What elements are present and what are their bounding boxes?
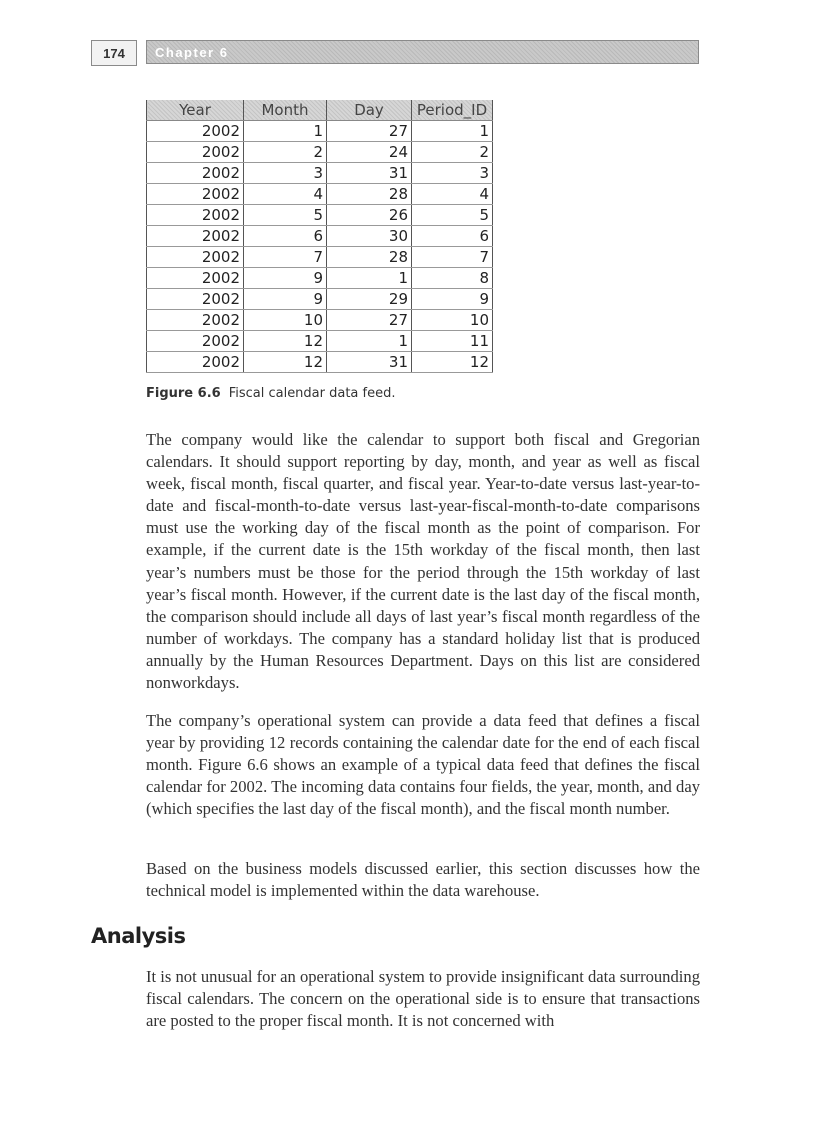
cell-period-id: 1 [412,121,493,142]
cell-day: 28 [327,184,412,205]
cell-period-id: 11 [412,331,493,352]
cell-year: 2002 [147,226,244,247]
cell-day: 31 [327,163,412,184]
cell-year: 2002 [147,163,244,184]
cell-period-id: 10 [412,310,493,331]
column-header-month: Month [244,100,327,121]
cell-period-id: 12 [412,352,493,373]
cell-day: 31 [327,352,412,373]
cell-year: 2002 [147,289,244,310]
cell-day: 26 [327,205,412,226]
table-row [147,205,493,226]
figure-label: Figure 6.6 [146,386,221,401]
cell-month: 1 [244,121,327,142]
cell-year: 2002 [147,121,244,142]
cell-day: 28 [327,247,412,268]
cell-month: 6 [244,226,327,247]
fiscal-feed-figure [146,100,493,373]
cell-month: 4 [244,184,327,205]
cell-day: 1 [327,331,412,352]
cell-day: 24 [327,142,412,163]
table-row [147,289,493,310]
cell-month: 10 [244,310,327,331]
fiscal-feed-table [146,100,493,373]
table-header-row [147,100,493,121]
column-header-year: Year [147,100,244,121]
section-heading: Analysis [91,924,186,948]
table-row [147,163,493,184]
cell-month: 9 [244,268,327,289]
cell-day: 1 [327,268,412,289]
table-row [147,247,493,268]
cell-year: 2002 [147,247,244,268]
cell-period-id: 6 [412,226,493,247]
table-row [147,310,493,331]
cell-year: 2002 [147,184,244,205]
cell-month: 9 [244,289,327,310]
cell-year: 2002 [147,331,244,352]
cell-period-id: 9 [412,289,493,310]
cell-year: 2002 [147,352,244,373]
body-paragraph: It is not unusual for an operational system to provide insignificant data surrounding fiscal calendars. The concern on the operational side is to ensure that transactions are posted to the proper fiscal month. It is not concerned with [146,967,700,1031]
running-header [91,40,700,66]
cell-month: 5 [244,205,327,226]
chapter-label: Chapter 6 [146,40,699,64]
cell-month: 3 [244,163,327,184]
page-number: 174 [91,40,137,66]
cell-period-id: 8 [412,268,493,289]
body-paragraph: The company’s operational system can provide a data feed that defines a fiscal year by providing 12 records containing the calendar date for the end of each fiscal month. Figure 6.6 shows an example of a typical data feed that defines the fiscal calendar for 2002. The incoming data contains four fields, the year, month, and day (which specifies the last day of the fiscal month), and the fiscal month number. [146,711,700,819]
figure-caption-text: Fiscal calendar data feed. [228,386,396,401]
cell-day: 29 [327,289,412,310]
table-row [147,268,493,289]
table-row [147,331,493,352]
cell-period-id: 4 [412,184,493,205]
body-paragraph: Based on the business models discussed earlier, this section discusses how the technical model is implemented within the data warehouse. [146,859,700,901]
figure-caption [146,386,396,401]
cell-period-id: 2 [412,142,493,163]
table-row [147,226,493,247]
column-header-day: Day [327,100,412,121]
table-row [147,352,493,373]
cell-month: 12 [244,352,327,373]
cell-period-id: 3 [412,163,493,184]
cell-day: 27 [327,310,412,331]
cell-year: 2002 [147,310,244,331]
cell-month: 7 [244,247,327,268]
cell-month: 12 [244,331,327,352]
cell-period-id: 7 [412,247,493,268]
cell-year: 2002 [147,205,244,226]
cell-day: 27 [327,121,412,142]
table-row [147,142,493,163]
cell-year: 2002 [147,268,244,289]
cell-year: 2002 [147,142,244,163]
cell-month: 2 [244,142,327,163]
column-header-period-id: Period_ID [412,100,493,121]
cell-period-id: 5 [412,205,493,226]
table-row [147,121,493,142]
body-paragraph: The company would like the calendar to support both fiscal and Gregorian calendars. It should support reporting by day, month, and year as well as fiscal week, fiscal month, fiscal quarter, and fiscal year. Year-to-date versus last-year-to-date and fiscal-month-to-date versus last-year-fiscal-month-to-date comparisons must use the working day of the fiscal month as the point of comparison. For example, if the current date is the 15th workday of the fiscal month, then last year’s numbers must be those for the period through the 15th workday of last year’s fiscal month. However, if the current date is the last day of the fiscal month, the comparison should include all days of last year’s fiscal month regardless of the number of workdays. The company has a standard holiday list that is produced annually by the Human Resources Department. Days on this list are considered nonworkdays. [146,430,700,693]
cell-day: 30 [327,226,412,247]
table-row [147,184,493,205]
